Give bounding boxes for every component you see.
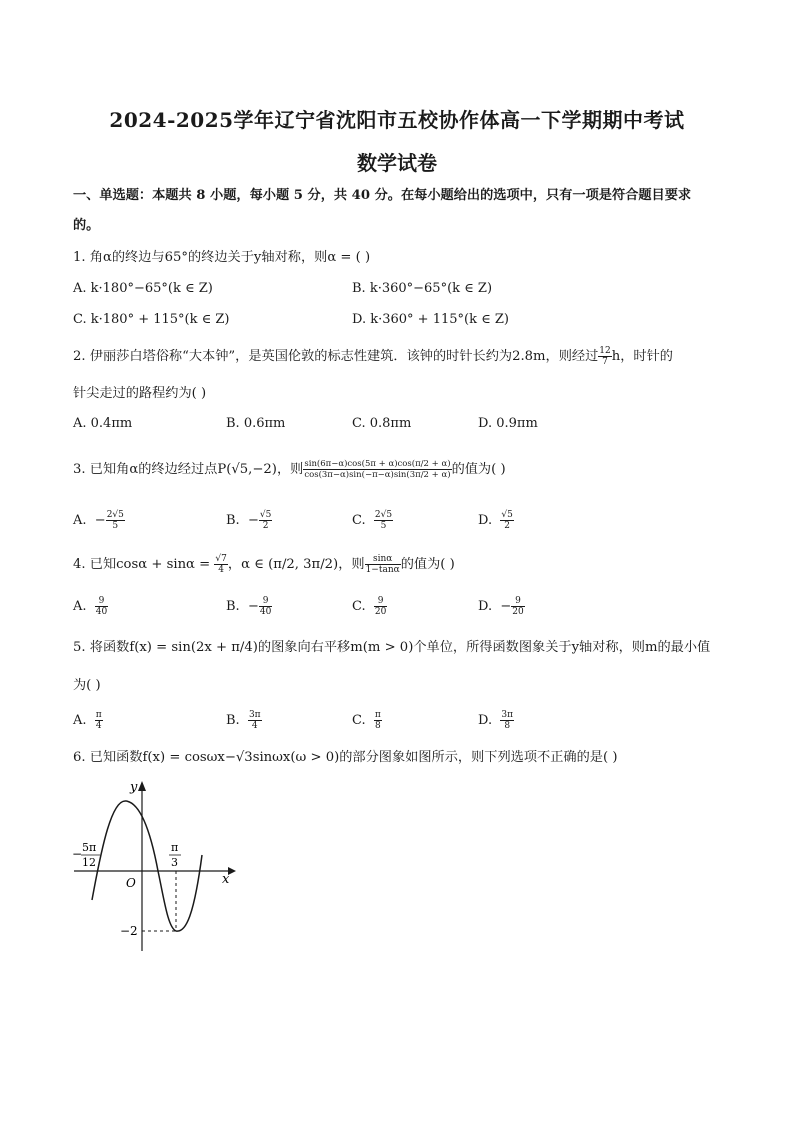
- question-3-option-b-num: √5: [259, 510, 272, 520]
- question-5-option-d-value: [500, 710, 514, 731]
- question-5-option-d-den: 8: [504, 721, 511, 731]
- graph-right-label-den: 3: [171, 856, 178, 869]
- graph-y-axis-arrow: [138, 781, 146, 791]
- question-4-stem-a: 4. 已知cosα + sinα =: [73, 557, 211, 572]
- question-5-option-d-num: 3π: [501, 710, 514, 720]
- question-4-option-c-num: 9: [374, 596, 387, 607]
- question-4-option-a-num: 9: [95, 596, 108, 607]
- question-1-option-b: B. k·360°−65°(k ∈ Z): [352, 281, 493, 296]
- question-5-option-a: A. $\frac{\pi}{4}$: [73, 710, 102, 731]
- question-4-option-d-value: [511, 596, 524, 617]
- question-4-option-d: D. − $\frac{9}{20}$: [478, 596, 524, 617]
- graph-x-label: x: [222, 872, 230, 887]
- section-instruction-line1: 一、单选题：本题共 8 小题，每小题 5 分，共 40 分。在每小题给出的选项中，只有一项是符合题目要求: [73, 188, 692, 203]
- graph-sine-curve: [92, 801, 202, 931]
- question-4-option-b-num: 9: [259, 596, 272, 607]
- question-3-stem-b: 的值为( ): [451, 462, 506, 477]
- question-1-option-c: C. k·180° + 115°(k ∈ Z): [73, 312, 230, 327]
- question-5-option-b-den: 4: [251, 721, 258, 731]
- question-4-option-c: C. $\frac{9}{20}$: [352, 596, 387, 617]
- question-5-option-c-num: π: [374, 710, 381, 720]
- question-5-option-b: B. $\frac{3\pi}{4}$: [226, 710, 261, 731]
- question-2-stem-a: 2. 伊丽莎白塔俗称“大本钟”，是英国伦敦的标志性建筑．该钟的时针长约为2.8m，则经过: [73, 349, 599, 364]
- graph-min-label: −2: [120, 924, 138, 938]
- exam-subtitle: 数学试卷: [357, 151, 437, 175]
- question-4-option-b-value: [259, 596, 272, 617]
- question-3-option-a-num: 2√5: [106, 510, 124, 520]
- question-3-option-b: B. − $\frac{√5}{2}$: [226, 510, 272, 531]
- question-4-expression-den: 1−tanα: [365, 565, 400, 575]
- question-2-stem-line1: [73, 346, 723, 367]
- graph-origin-label: O: [126, 876, 136, 890]
- question-3-option-b-value: [259, 510, 272, 531]
- question-4-option-b-den: 40: [259, 607, 272, 617]
- question-5-stem-line2: 为( ): [73, 678, 101, 693]
- question-2-hours-fraction: [598, 346, 611, 367]
- question-5-option-b-value: [248, 710, 262, 731]
- question-3-option-d-den: 2: [504, 521, 510, 531]
- graph-y-label: y: [130, 780, 138, 795]
- question-6-graph: [70, 775, 240, 955]
- question-5-stem-line1: 5. 将函数f(x) = sin(2x + π/4)的图象向右平移m(m > 0)个单位，所得函数图象关于y轴对称，则m的最小值: [73, 640, 711, 655]
- question-2-hours-den: 7: [602, 357, 608, 367]
- question-3-option-d-num: √5: [501, 510, 513, 520]
- graph-right-label-num: π: [171, 841, 179, 854]
- section-instruction-line2: 的。: [73, 218, 100, 233]
- exam-title: 2024-2025学年辽宁省沈阳市五校协作体高一下学期期中考试: [109, 108, 685, 132]
- graph-left-label-sign: −: [72, 847, 83, 861]
- question-5-option-d: D. $\frac{3\pi}{8}$: [478, 710, 514, 731]
- question-4-option-d-den: 20: [512, 607, 524, 617]
- question-3-option-c-value: [374, 510, 393, 531]
- question-4-rhs-num: √7: [215, 554, 227, 564]
- question-4-option-a-den: 40: [95, 607, 108, 617]
- question-5-option-a-value: [95, 710, 103, 731]
- question-2-option-d: D. 0.9πm: [478, 416, 538, 431]
- question-2-hours-num: 12: [599, 346, 611, 356]
- question-4-expression-num: sinα: [365, 554, 401, 565]
- question-4-option-d-sign: −: [500, 599, 512, 614]
- question-2-option-c: C. 0.8πm: [352, 416, 412, 431]
- question-4-option-b: B. − $\frac{9}{40}$: [226, 596, 272, 617]
- question-1-option-d: D. k·360° + 115°(k ∈ Z): [352, 312, 509, 327]
- question-3-option-a-value: [106, 510, 125, 531]
- graph-left-label-num: 5π: [82, 841, 97, 854]
- question-4-stem-mid: ，α ∈ (π/2, 3π/2)，则: [227, 557, 365, 572]
- question-3-numerator: sin(6π−α)cos(5π + α)cos(π/2 + α): [304, 459, 451, 469]
- graph-left-label-den: 12: [82, 856, 96, 869]
- question-2-stem-b: h，时针的: [611, 349, 673, 364]
- question-1-stem: 1. 角α的终边与65°的终边关于y轴对称，则α = ( ): [73, 250, 371, 265]
- question-5-option-c-value: [374, 710, 382, 731]
- question-4-rhs-den: 4: [218, 565, 225, 575]
- question-3-expression: [303, 459, 451, 480]
- question-4-option-a-value: [95, 596, 108, 617]
- question-3-option-c-den: 5: [380, 521, 387, 531]
- question-5-option-b-num: 3π: [248, 710, 261, 720]
- question-6-stem: 6. 已知函数f(x) = cosωx−√3sinωx(ω > 0)的部分图象如图所示，则下列选项不正确的是( ): [73, 750, 618, 765]
- question-3-option-a: A. − $\frac{2√5}{5}$: [73, 510, 124, 531]
- question-3-option-c-num: 2√5: [374, 510, 393, 520]
- question-4-option-b-sign: −: [247, 599, 259, 614]
- question-3-option-b-den: 2: [262, 521, 269, 531]
- question-2-stem-line2: 针尖走过的路程约为( ): [73, 386, 207, 401]
- question-4-stem-b: 的值为( ): [400, 557, 455, 572]
- question-5-option-a-num: π: [95, 710, 102, 720]
- question-3-denominator: cos(3π−α)sin(−π−α)sin(3π/2 + α): [304, 470, 451, 480]
- question-1-option-a: A. k·180°−65°(k ∈ Z): [73, 281, 213, 296]
- question-4-option-c-den: 20: [374, 607, 387, 617]
- question-2-option-a: A. 0.4πm: [73, 416, 133, 431]
- question-3-option-c: C. $\frac{2√5}{5}$: [352, 510, 393, 531]
- question-3-stem: [73, 452, 723, 488]
- question-5-option-c-den: 8: [374, 721, 381, 731]
- question-4-expression: [365, 554, 401, 575]
- question-5-option-a-den: 4: [95, 721, 102, 731]
- question-3-option-d-value: [500, 510, 513, 531]
- question-2-option-b: B. 0.6πm: [226, 416, 286, 431]
- question-4-stem: [73, 552, 723, 578]
- question-5-option-c: C. $\frac{\pi}{8}$: [352, 710, 381, 731]
- question-4-option-d-num: 9: [511, 596, 524, 607]
- question-3-stem-a: 3. 已知角α的终边经过点P(√5,−2)，则: [73, 462, 304, 477]
- question-4-option-a: A. $\frac{9}{40}$: [73, 596, 108, 617]
- question-3-option-b-sign: −: [247, 513, 259, 528]
- question-3-option-a-den: 5: [112, 521, 119, 531]
- question-4-rhs: [214, 554, 227, 575]
- question-3-option-d: D. $\frac{√5}{2}$: [478, 510, 513, 531]
- question-4-option-c-value: [374, 596, 387, 617]
- question-3-option-a-sign: −: [94, 513, 106, 528]
